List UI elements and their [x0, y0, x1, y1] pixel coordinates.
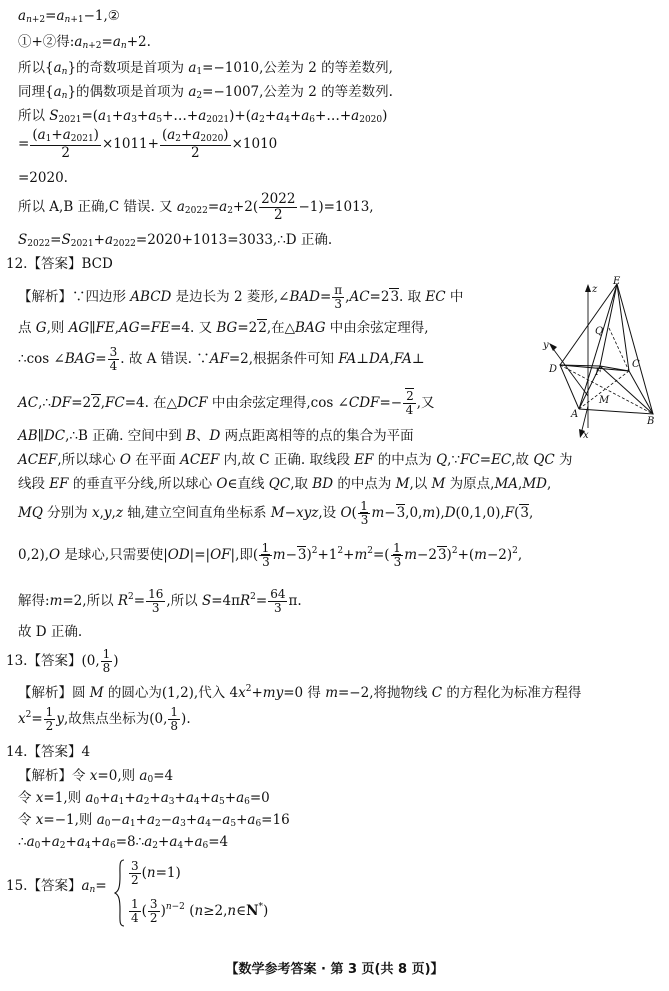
q12-line-9: 0,2),O 是球心,只需要使|OD|=|OF|,即( $\frac{1}{3}$ $m-3)^2+1^2+m^2=$( $\frac{1}{3}$ $m-23)^2+(m-2)^2$,	[18, 541, 523, 570]
q12-geometry-figure	[535, 276, 660, 441]
line-odd-terms: 所以$\{a_n\}$的奇数项是首项为 $a_1=-1010$,公差为 2 的等差数列,	[18, 60, 393, 77]
q12-line-2: 点 G,则 AG∥FE,AG=FE=4. 又 BG=22,在△BAG 中由余弦定理得,	[18, 320, 429, 336]
line-combined: ①+②得$:a_{n+2}=a_n+2$.	[18, 34, 151, 51]
q14-line-2: 令 x=1,则 $a_0+a_1+a_2+a_3+a_4+a_5+a_6=0$	[18, 790, 270, 807]
figure-label-b: B	[647, 416, 655, 427]
q12-line-10: 解得:m=2,所以 $R^2=$ $\frac{16}{3}$ ,所以 $S=4\pi R^2=$ $\frac{64}{3}$ π.	[18, 587, 302, 616]
q13-line-2: $x^2=$ $\frac{1}{2}$ y,故焦点坐标为(0, $\frac{1}{8}$ ).	[18, 705, 191, 734]
figure-label-f: F	[595, 367, 602, 378]
line-even-terms: 同理$\{a_n\}$的偶数项是首项为 $a_2=-1007$,公差为 2 的等差数列.	[18, 84, 393, 101]
line-s2021: 所以 $S_{2021}=(a_1+a_3+a_5+\dots+a_{2021})+(a_2+a_4+a_6+\dots+a_{2020})$	[18, 108, 388, 125]
line-s2021-value: =2020.	[18, 170, 68, 186]
figure-label-c: C	[632, 359, 640, 370]
q13-answer: 13.【答案】(0, $\frac{1}{8}$ )	[6, 647, 119, 676]
figure-label-y: y	[543, 340, 549, 351]
figure-label-a: A	[571, 409, 579, 420]
line-recurrence-2: $a_{n+2}=a_{n+1}-1,②$	[18, 8, 120, 25]
q12-line-6: ACEF,所以球心 O 在平面 ACEF 内,故 C 正确. 取线段 EF 的中点为 Q,∵FC=EC,故 QC 为	[18, 452, 573, 468]
q14-line-3: 令 x=−1,则 $a_0-a_1+a_2-a_3+a_4-a_5+a_6=16$	[18, 812, 290, 829]
q12-line-4: AC,∴DF=22,FC=4. 在△DCF 中由余弦定理得,cos ∠CDF=− $\frac{2}{4}$ ,又	[18, 389, 435, 418]
q12-line-5: AB∥DC,∴B 正确. 空间中到 B、D 两点距离相等的点的集合为平面	[18, 428, 414, 444]
line-s2021-fraction: = $\frac{(a_1+a_{2021})}{2}$ ×1011+ $\frac{(a_2+a_{2020})}{2}$ ×1010	[18, 127, 278, 161]
q12-answer: 12.【答案】BCD	[6, 256, 113, 272]
q12-line-8: MQ 分别为 x,y,z 轴,建立空间直角坐标系 M−xyz,设 O( $\frac{1}{3}$ m−3,0,m),D(0,1,0),F(3,	[18, 499, 534, 528]
line-s2022: $S_{2022}=S_{2021}+a_{2022}=2020+1013=3033,\therefore D$ 正确.	[18, 232, 333, 249]
q13-line-1: 【解析】圆 M 的圆心为(1,2),代入 $4x^2+my=0$ 得 m=−2,将抛物线 C 的方程化为标准方程得	[18, 684, 582, 701]
q12-line-3: ∴cos ∠BAG= $\frac{3}{4}$ . 故 A 错误. ∵AF=2,根据条件可知 FA⊥DA,FA⊥	[18, 345, 425, 374]
q15-brace	[114, 858, 126, 928]
q14-answer: 14.【答案】4	[6, 744, 91, 760]
figure-label-q: Q	[595, 326, 604, 337]
q15-case-2: $\frac{1}{4}$ ( $\frac{3}{2}$ )$^{n-2}$ (n≥2,n∈N*)	[131, 897, 269, 926]
figure-label-d: D	[549, 364, 558, 375]
figure-label-x: x	[583, 430, 589, 441]
q14-line-1: 【解析】令 x=0,则 $a_0=4$	[18, 768, 174, 785]
q12-line-11: 故 D 正确.	[18, 624, 83, 640]
q14-line-4: $\therefore a_0+a_2+a_4+a_6=8\therefore a_2+a_4+a_6=4$	[18, 834, 229, 851]
figure-label-m: M	[599, 395, 610, 406]
q15-answer: 15.【答案】$a_n=$	[6, 878, 107, 895]
page-footer: 【数学参考答案 · 第 3 页(共 8 页)】	[225, 962, 444, 977]
figure-label-z: z	[592, 284, 598, 295]
line-a2022: 所以 A,B 正确,C 错误. 又 $a_{2022}=a_2+2$( $\frac{2022}{2}$ −1)=1013,	[18, 191, 374, 223]
q12-line-7: 线段 EF 的垂直平分线,所以球心 O∈直线 QC,取 BD 的中点为 M,以 M 为原点,MA,MD,	[18, 476, 552, 492]
q12-line-1: 【解析】∵四边形 ABCD 是边长为 2 菱形,∠BAD= $\frac{\pi}{3}$ ,AC=23. 取 EC 中	[18, 283, 464, 312]
q15-case-1: $\frac{3}{2}$ (n=1)	[131, 859, 181, 888]
figure-label-e: E	[613, 276, 621, 287]
